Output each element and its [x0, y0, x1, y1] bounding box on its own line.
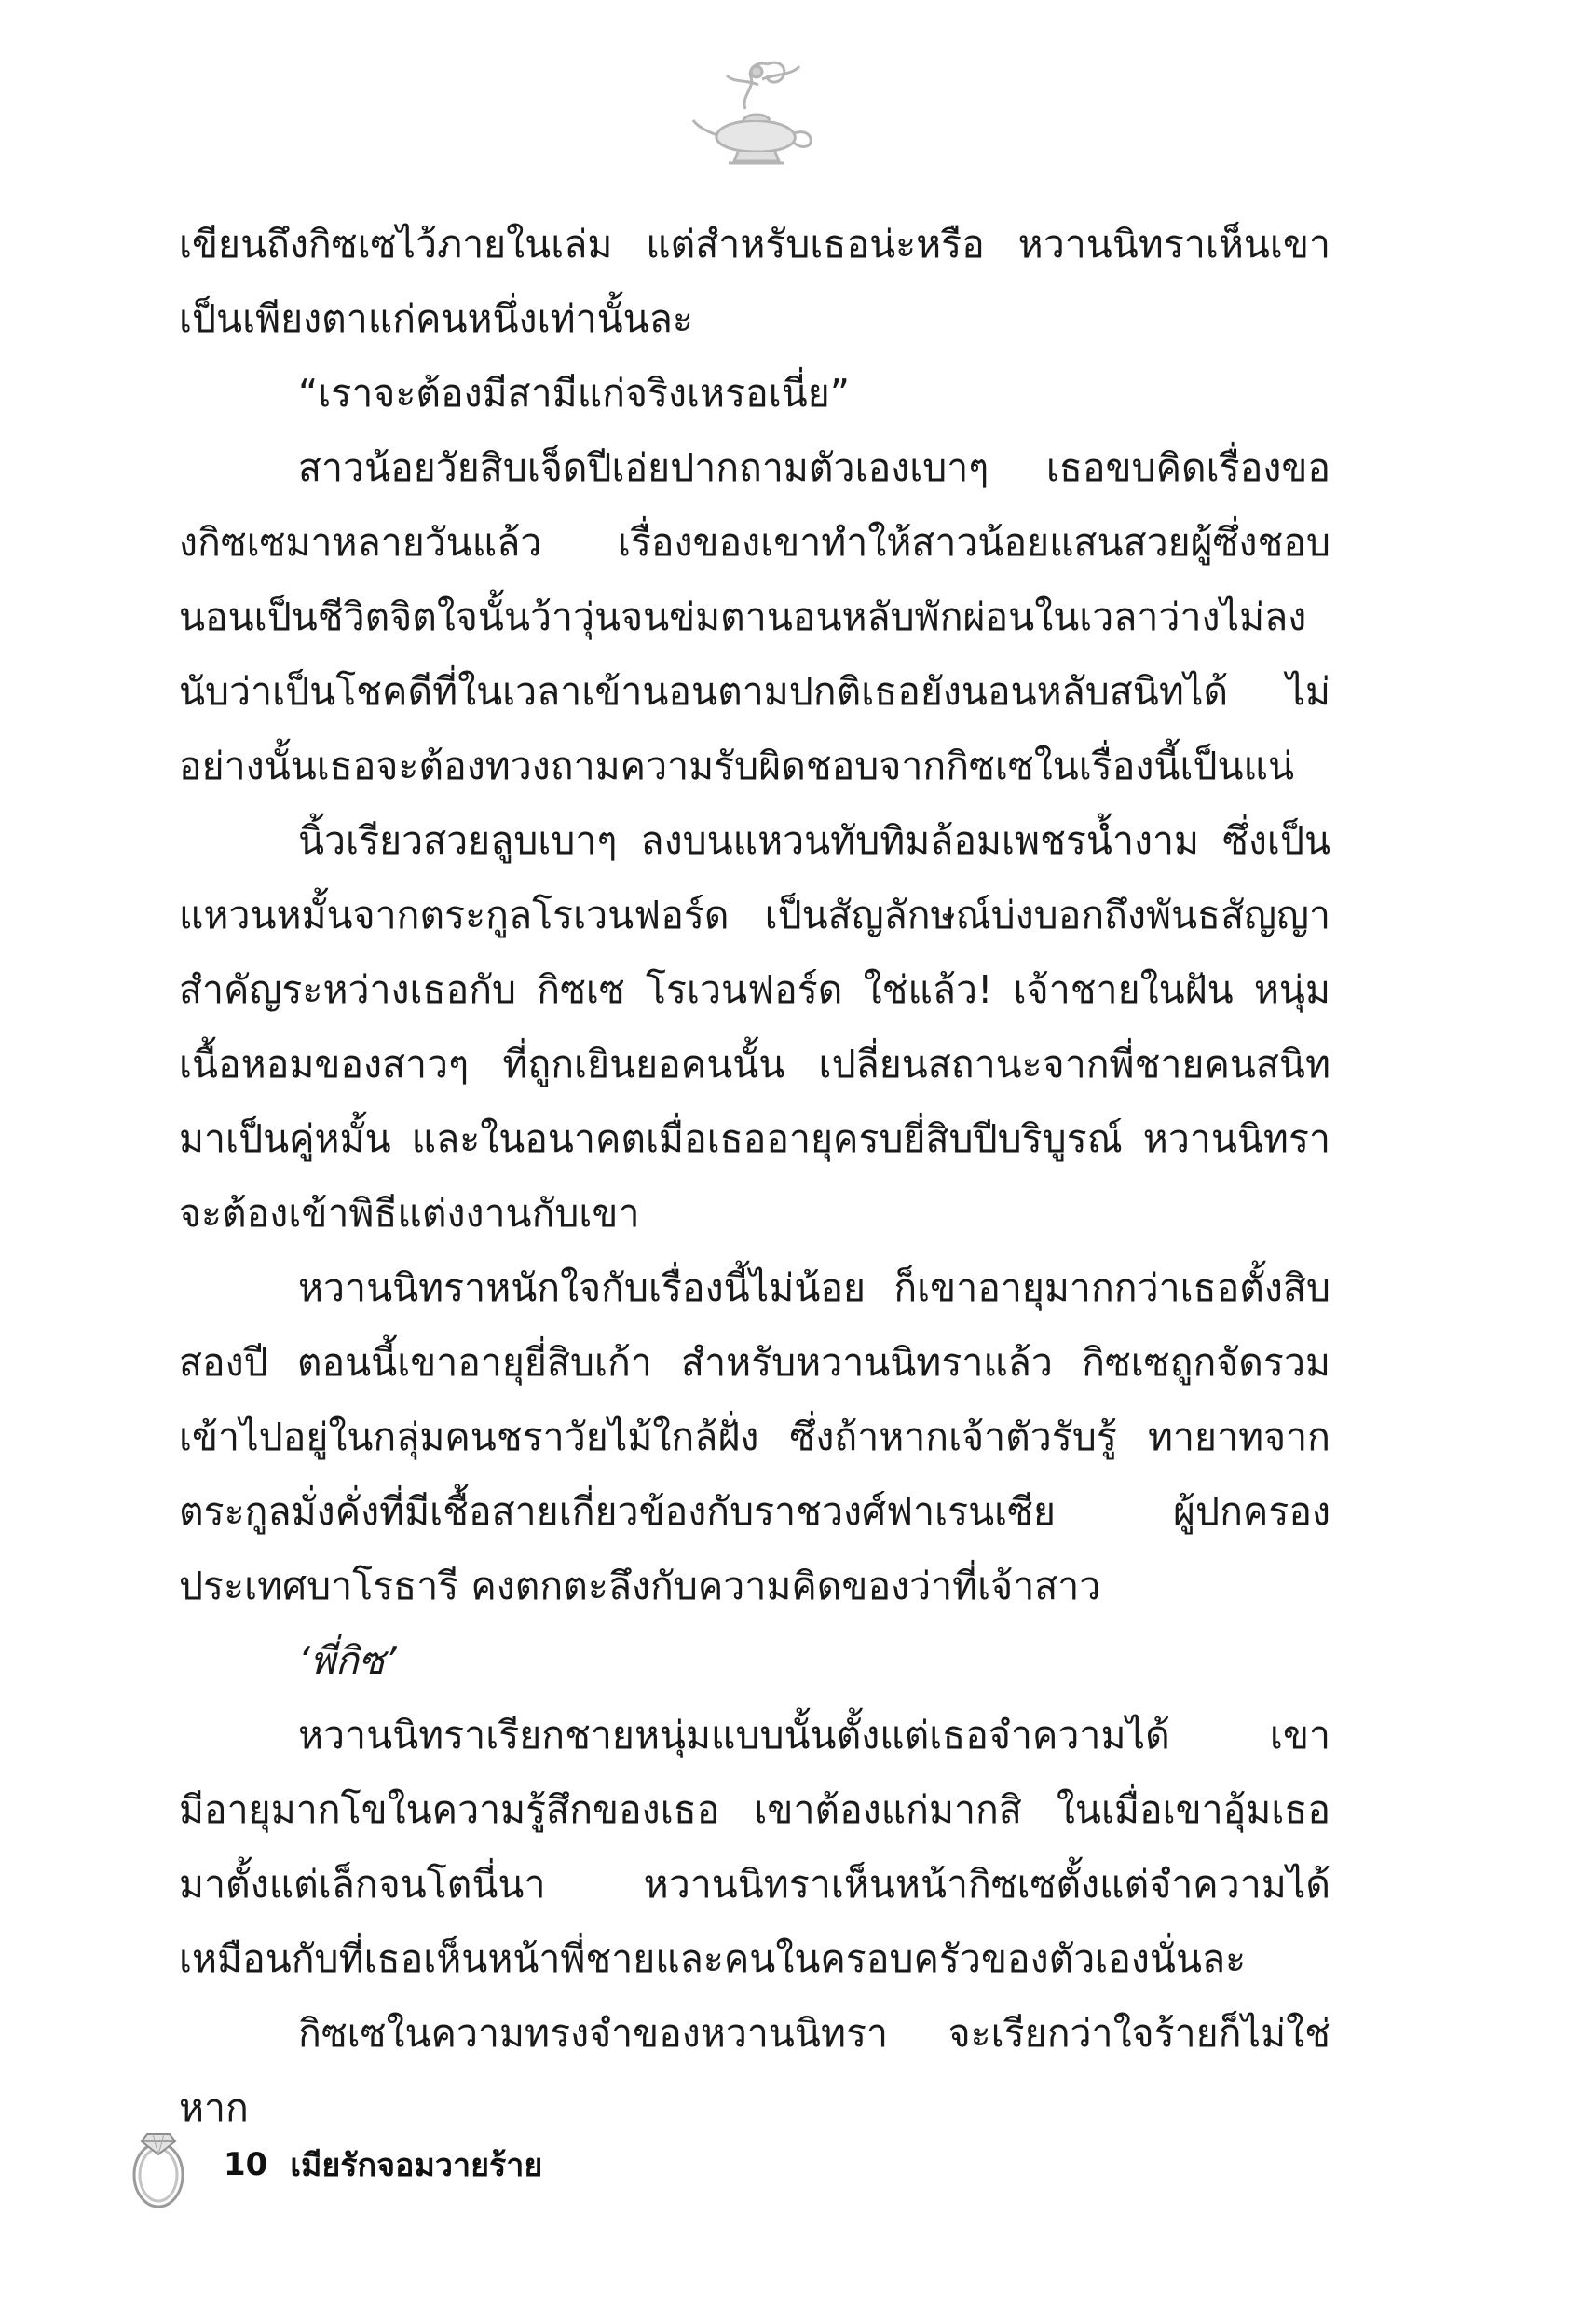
diamond-ring-icon [121, 2113, 196, 2216]
paragraph: หวานนิทราเรียกชายหนุ่มแบบนั้นตั้งแต่เธอจำความได้ เขามีอายุมากโขในความรู้สึกของเธอ เขาต้องแก่มากสิ ในเมื่อเขาอุ้มเธอมาตั้งแต่เล็กจนโตนี่นา หวานนิทราเห็นหน้ากิซเซตั้งแต่จำความได้เหมือนกับที่เธอเห็นหน้าพี่ชายและคนในครอบครัวของตัวเองนั่นละ [179, 1713, 1330, 1981]
book-title: เมียรักจอมวายร้าย [290, 2147, 543, 2184]
page-number: 10 [224, 2146, 268, 2183]
paragraph: ‘พี่กิซ’ [298, 1638, 397, 1683]
paragraph: หวานนิทราหนักใจกับเรื่องนี้ไม่น้อย ก็เขาอายุมากกว่าเธอตั้งสิบสองปี ตอนนี้เขาอายุยี่สิบเก้า สำหรับหวานนิทราแล้ว กิซเซถูกจัดรวมเข้าไปอยู่ในกลุ่มคนชราวัยไม้ใกล้ฝั่ง ซึ่งถ้าหากเจ้าตัวรับรู้ ทายาทจากตระกูลมั่งคั่งที่มีเชื้อสายเกี่ยวข้องกับราชวงศ์ฟาเรนเซีย ผู้ปกครองประเทศบาโรธารี คงตกตะลึงกับความคิดของว่าที่เจ้าสาว [179, 1265, 1330, 1608]
paragraph: กิซเซในความทรงจำของหวานนิทรา จะเรียกว่าใจร้ายก็ไม่ใช่ หาก [179, 2011, 1330, 2130]
paragraph: สาวน้อยวัยสิบเจ็ดปีเอ่ยปากถามตัวเองเบาๆ เธอขบคิดเรื่องของกิซเซมาหลายวันแล้ว เรื่องของเขาทำให้สาวน้อยแสนสวยผู้ซึ่งชอบนอนเป็นชีวิตจิตใจนั้นว้าวุ่นจนข่มตานอนหลับพักผ่อนในเวลาว่างไม่ลง นับว่าเป็นโชคดีที่ในเวลาเข้านอนตามปกติเธอยังนอนหลับสนิทได้ ไม่อย่างนั้นเธอจะต้องทวงถามความรับผิดชอบจากกิซเซในเรื่องนี้เป็นแน่ [179, 445, 1330, 788]
magic-lamp-fairy-icon [689, 51, 820, 177]
paragraph: เขียนถึงกิซเซไว้ภายในเล่ม แต่สำหรับเธอน่ะหรือ หวานนิทราเห็นเขาเป็นเพียงตาแก่คนหนึ่งเท่านั้นละ [179, 222, 1330, 341]
paragraph: นิ้วเรียวสวยลูบเบาๆ ลงบนแหวนทับทิมล้อมเพชรน้ำงาม ซึ่งเป็นแหวนหมั้นจากตระกูลโรเวนฟอร์ด เป็นสัญลักษณ์บ่งบอกถึงพันธสัญญาสำคัญระหว่างเธอกับ กิซเซ โรเวนฟอร์ด ใช่แล้ว! เจ้าชายในฝัน หนุ่มเนื้อหอมของสาวๆ ที่ถูกเยินยอคนนั้น เปลี่ยนสถานะจากพี่ชายคนสนิทมาเป็นคู่หมั้น และในอนาคตเมื่อเธออายุครบยี่สิบปีบริบูรณ์ หวานนิทราจะต้องเข้าพิธีแต่งงานกับเขา [179, 818, 1330, 1236]
body-text [179, 207, 1330, 2145]
paragraph: “เราจะต้องมีสามีแก่จริงเหรอเนี่ย” [298, 371, 851, 416]
page-footer [121, 2113, 542, 2216]
